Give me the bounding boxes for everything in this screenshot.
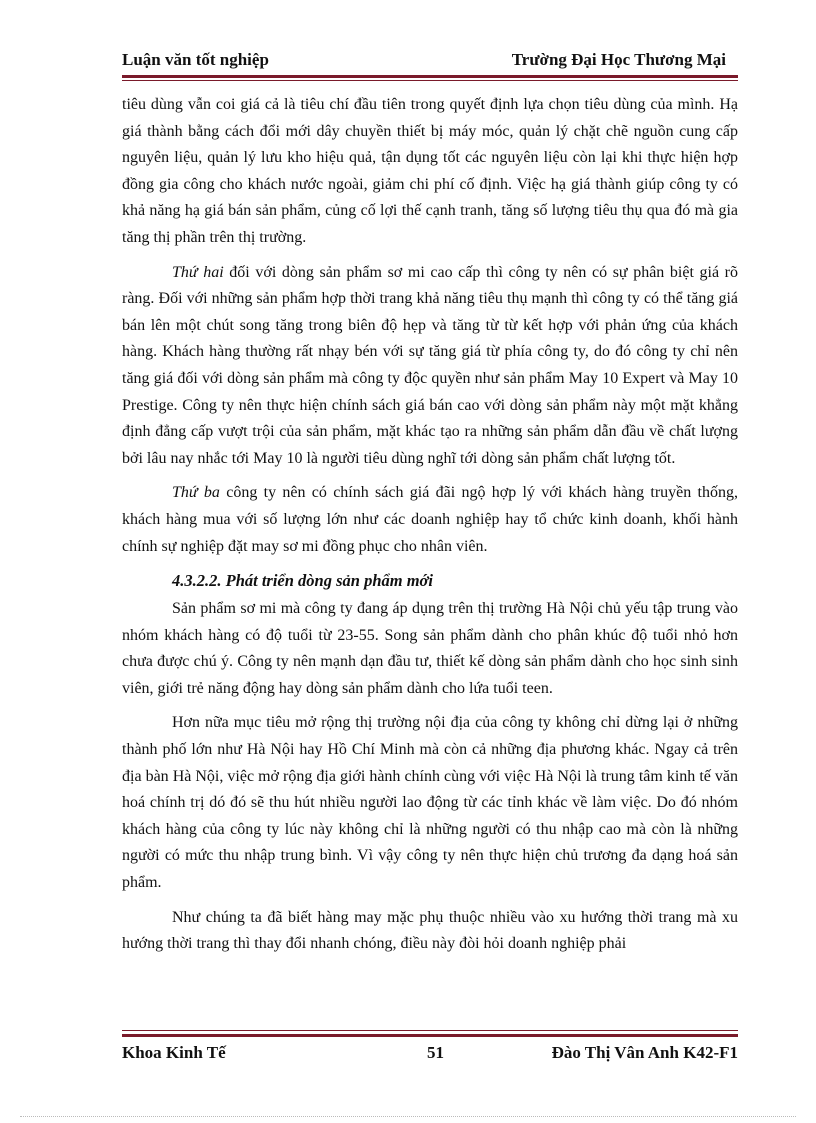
footer-rule-thin [122,1030,738,1031]
section-heading: 4.3.2.2. Phát triển dòng sản phẩm mới [172,571,433,591]
page-number: 51 [427,1043,444,1062]
header-thesis-title: Luận văn tốt nghiệp [122,50,269,69]
paragraph-2 [122,260,738,473]
footer-rule-thick [122,1034,738,1037]
page-header [122,50,726,72]
paragraph-1: tiêu dùng vẫn coi giá cả là tiêu chí đầu tiên trong quyết định lựa chọn tiêu dùng của mình. Hạ giá thành bằng cách đổi mới dây chuyền thiết bị máy móc, quản lý chặt chẽ nguồn cung cấp nguyên liệu, quản lý lưu kho hiệu quả, tận dụng tốt các nguyên liệu còn lại khi thực hiện hợp đồng gia công cho khách nước ngoài, giảm chi phí cố định. Việc hạ giá thành giúp công ty có khả năng hạ giá bán sản phẩm, củng cố lợi thế cạnh tranh, tăng số lượng tiêu thụ qua đó mà gia tăng thị phần trên thị trường. [122,96,738,246]
paragraph-3 [122,480,738,560]
page-footer [122,1043,738,1067]
document-body [122,92,738,958]
footer-author: Đào Thị Vân Anh K42-F1 [551,1043,738,1062]
paragraph-3-lead: Thứ ba [172,484,220,502]
footer-faculty: Khoa Kinh Tế [122,1043,226,1062]
paragraph-3-text: công ty nên có chính sách giá đãi ngộ hợp lý với khách hàng truyền thống, khách hàng mua với số lượng lớn như các doanh nghiệp hay tổ chức kinh doanh, khối hành chính sự nghiệp đặt may sơ mi đồng phục cho nhân viên. [122,484,739,555]
paragraph-4: Sản phẩm sơ mi mà công ty đang áp dụng trên thị trường Hà Nội chủ yếu tập trung vào nhóm khách hàng có độ tuổi từ 23-55. Song sản phẩm dành cho phân khúc độ tuổi nhỏ hơn chưa được chú ý. Công ty nên mạnh dạn đầu tư, thiết kế dòng sản phẩm dành cho học sinh sinh viên, giới trẻ năng động hay dòng sản phẩm dành cho lứa tuổi teen. [122,600,738,697]
paragraph-2-text: đối với dòng sản phẩm sơ mi cao cấp thì công ty nên có sự phân biệt giá rõ ràng. Đối với những sản phẩm hợp thời trang khả năng tiêu thụ mạnh thì công ty có thể tăng giá bán lên một chút song tăng trong biên độ hẹp và tăng từ từ kết hợp với phản ứng của khách hàng. Khách hàng thường rất nhạy bén với sự tăng giá từ phía công ty, do đó công ty chỉ nên tăng giá đối với dòng sản phẩm mà công ty độc quyền như sản phẩm May 10 Expert và May 10 Prestige. Công ty nên thực hiện chính sách giá bán cao với dòng sản phẩm này một mặt khẳng định đẳng cấp vượt trội của sản phẩm, mặt khác tạo ra những sản phẩm dẫn đầu về chất lượng bởi lâu nay nhắc tới May 10 là người tiêu dùng nghĩ tới dòng sản phẩm chất lượng tốt. [122,263,738,467]
header-university: Trường Đại Học Thương Mại [511,50,726,69]
paragraph-6: Như chúng ta đã biết hàng may mặc phụ thuộc nhiều vào xu hướng thời trang mà xu hướng thời trang thì thay đổi nhanh chóng, điều này đòi hỏi doanh nghiệp phải [122,908,738,953]
header-rule-thick [122,75,738,78]
paragraph-5: Hơn nữa mục tiêu mở rộng thị trường nội địa của công ty không chỉ dừng lại ở những thành phố lớn như Hà Nội hay Hồ Chí Minh mà còn cả những địa phương khác. Ngay cả trên địa bàn Hà Nội, việc mở rộng địa giới hành chính cùng với việc Hà Nội là trung tâm kinh tế văn hoá chính trị dó đó sẽ thu hút nhiều người lao động từ các tỉnh khác về làm việc. Do đó nhóm khách hàng của công ty lúc này không chỉ là những người có thu nhập cao mà còn là những người có mức thu nhập trung bình. Vì vậy công ty nên thực hiện chủ trương đa dạng hoá sản phẩm. [122,714,738,892]
header-rule-thin [122,80,738,81]
paragraph-2-lead: Thứ hai [172,263,224,281]
page-edge-divider [20,1116,796,1118]
